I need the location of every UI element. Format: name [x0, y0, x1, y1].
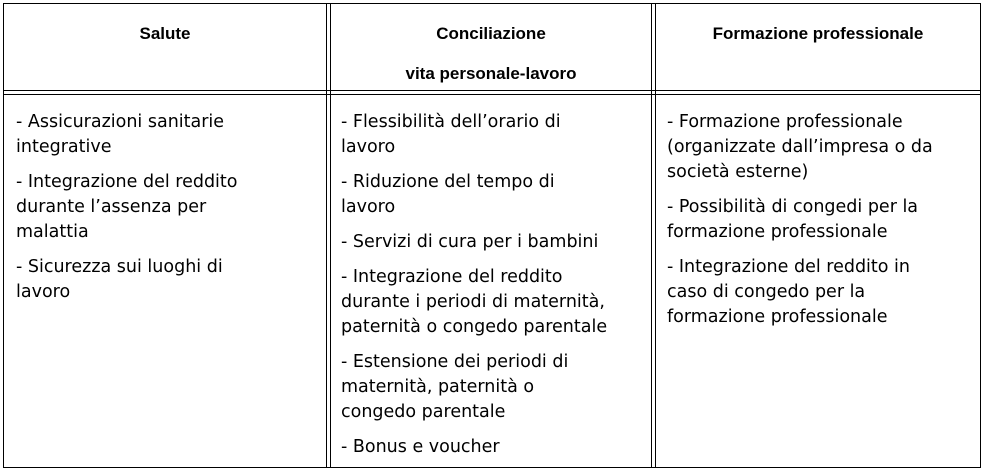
header-salute	[4, 4, 326, 90]
column-formazione	[667, 110, 979, 340]
list-item: - Integrazione del reddito durante i periodi di maternità, paternità o congedo parentale	[341, 267, 608, 337]
header-formazione-label: Formazione professionale	[712, 24, 924, 43]
header-salute-label: Salute	[139, 24, 191, 43]
list-item: - Formazione professionale (organizzate dall’impresa o da società esterne)	[667, 112, 933, 182]
header-conciliazione-label-line2: vita personale-lavoro	[405, 64, 577, 83]
header-conciliazione-label-line1: Conciliazione	[436, 24, 546, 43]
list-item: - Possibilità di congedi per la formazione professionale	[667, 197, 919, 242]
list-item: - Integrazione del reddito durante l’assenza per malattia	[16, 172, 238, 242]
column-divider	[651, 4, 652, 467]
list-item: - Sicurezza sui luoghi di lavoro	[16, 257, 223, 302]
column-salute	[16, 110, 321, 315]
list-item: - Bonus e voucher	[341, 437, 500, 457]
list-item: - Estensione dei periodi di maternità, paternità o congedo parentale	[341, 352, 569, 422]
list-item: - Flessibilità dell’orario di lavoro	[341, 112, 561, 157]
header-formazione	[656, 4, 980, 90]
header-divider	[4, 94, 980, 95]
column-divider	[326, 4, 327, 467]
list-item: - Riduzione del tempo di lavoro	[341, 172, 555, 217]
list-item: - Assicurazioni sanitarie integrative	[16, 112, 225, 157]
list-item: - Integrazione del reddito in caso di congedo per la formazione professionale	[667, 257, 911, 327]
column-conciliazione	[341, 110, 651, 470]
benefits-table	[3, 3, 981, 468]
header-conciliazione	[331, 4, 651, 90]
header-divider	[4, 90, 980, 91]
list-item: - Servizi di cura per i bambini	[341, 232, 599, 252]
